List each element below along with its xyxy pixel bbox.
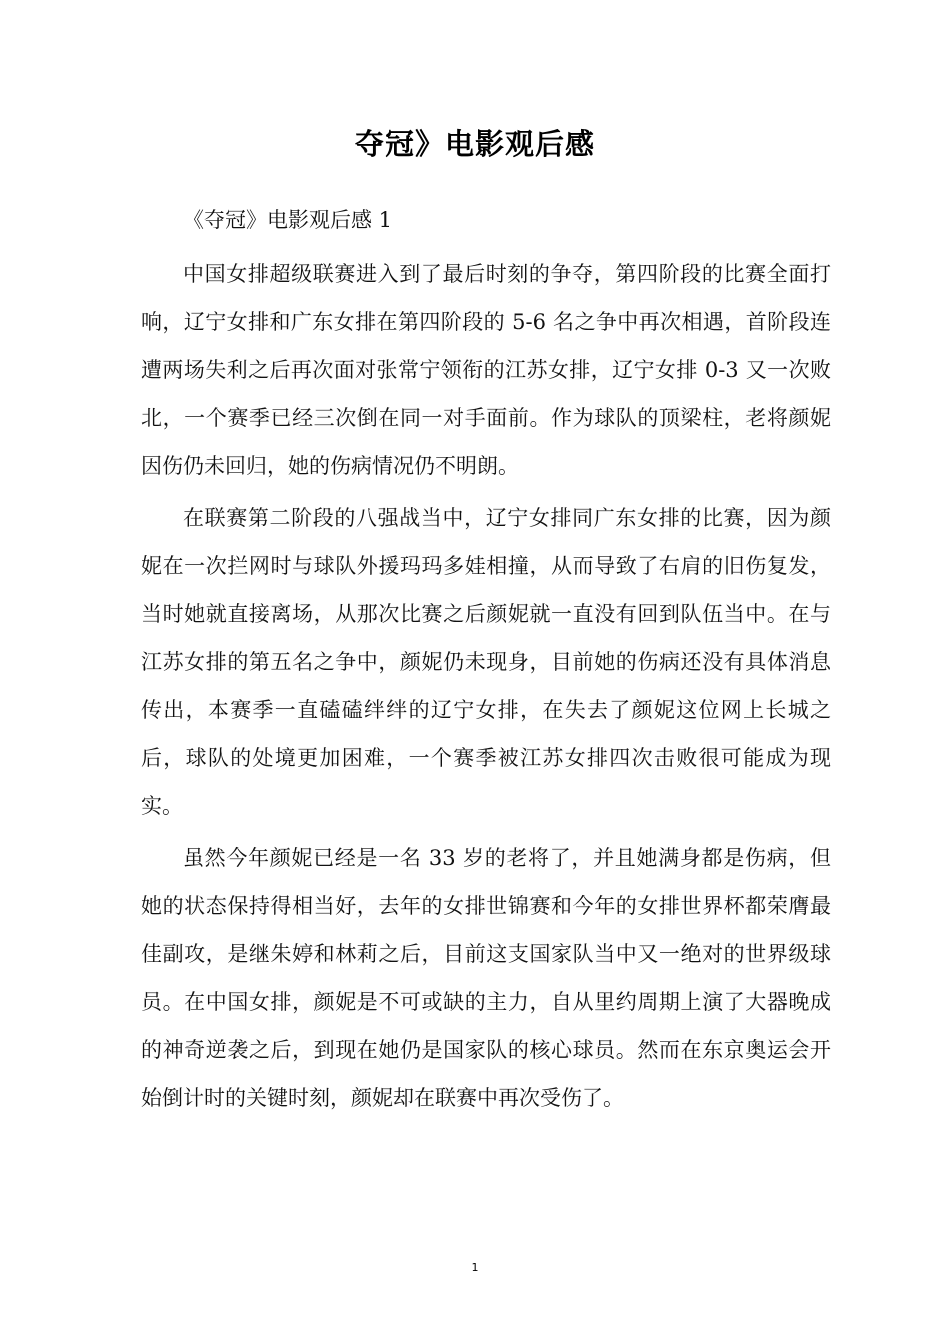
- page-number: 1: [471, 1261, 479, 1274]
- document-body: [141, 196, 831, 1126]
- document-subtitle: 《夺冠》电影观后感 1: [183, 208, 393, 232]
- paragraph: 在联赛第二阶段的八强战当中，辽宁女排同广东女排的比赛，因为颜妮在一次拦网时与球队外援玛玛多娃相撞，从而导致了右肩的旧伤复发，当时她就直接离场，从那次比赛之后颜妮就一直没有回到队伍当中。在与江苏女排的第五名之争中，颜妮仍未现身，目前她的伤病还没有具体消息传出，本赛季一直磕磕绊绊的辽宁女排，在失去了颜妮这位网上长城之后，球队的处境更加困难，一个赛季被江苏女排四次击败很可能成为现实。: [141, 506, 831, 818]
- paragraph: 中国女排超级联赛进入到了最后时刻的争夺，第四阶段的比赛全面打响，辽宁女排和广东女排在第四阶段的 5-6 名之争中再次相遇，首阶段连遭两场失利之后再次面对张常宁领衔的江苏女排，辽宁女排 0-3 又一次败北，一个赛季已经三次倒在同一对手面前。作为球队的顶梁柱，老将颜妮因伤仍未回归，她的伤病情况仍不明朗。: [141, 262, 831, 478]
- document-title: 夺冠》电影观后感: [354, 127, 595, 161]
- paragraph: 虽然今年颜妮已经是一名 33 岁的老将了，并且她满身都是伤病，但她的状态保持得相当好，去年的女排世锦赛和今年的女排世界杯都荣膺最佳副攻，是继朱婷和林莉之后，目前这支国家队当中又一绝对的世界级球员。在中国女排，颜妮是不可或缺的主力，自从里约周期上演了大器晚成的神奇逆袭之后，到现在她仍是国家队的核心球员。然而在东京奥运会开始倒计时的关键时刻，颜妮却在联赛中再次受伤了。: [141, 846, 831, 1110]
